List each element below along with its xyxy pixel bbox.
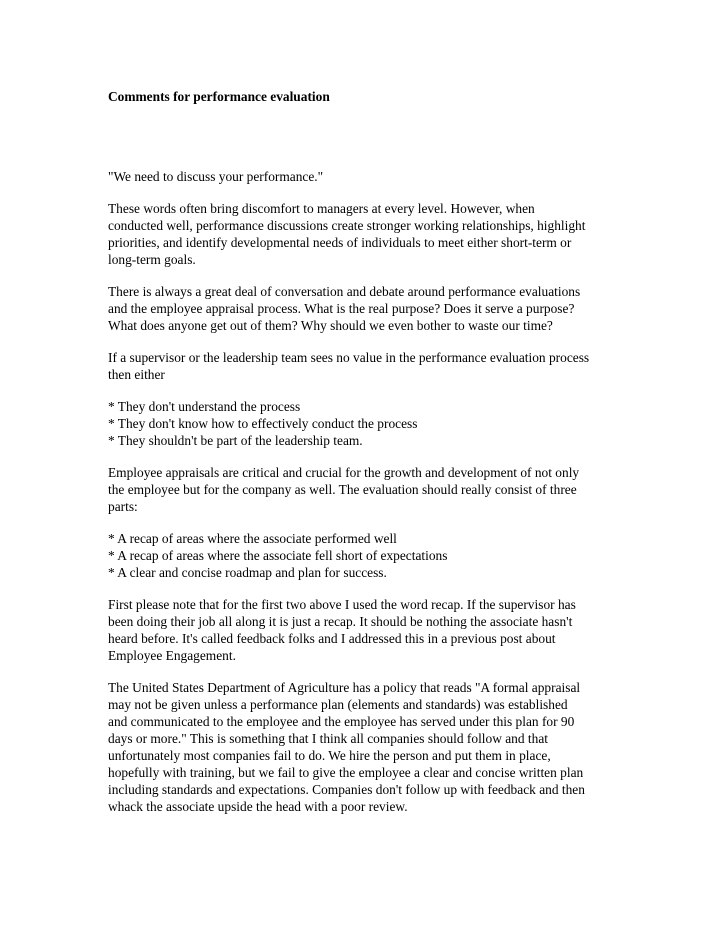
text-line: "We need to discuss your performance." [108,169,324,184]
text-line: There is always a great deal of conversation and debate around performance evaluations [108,284,581,299]
document-body [108,168,668,830]
text-line: may not be given unless a performance plan (elements and standards) was established [108,697,568,712]
list-item: * They don't understand the process [108,399,301,414]
text-line: heard before. It's called feedback folks and I addressed this in a previous post about [108,631,556,646]
paragraph-appraisals [108,464,668,515]
list-item: * A clear and concise roadmap and plan for success. [108,565,387,580]
document-title: Comments for performance evaluation [108,89,330,104]
text-line: days or more." This is something that I think all companies should follow and that [108,731,548,746]
text-line: been doing their job all along it is just a recap. It should be nothing the associate hasn't [108,614,573,629]
text-line: the employee but for the company as well. The evaluation should really consist of three [108,482,577,497]
paragraph-supervisor [108,349,668,383]
text-line: These words often bring discomfort to managers at every level. However, when [108,201,535,216]
text-line: What does anyone get out of them? Why should we even bother to waste our time? [108,318,553,333]
paragraph-intro [108,200,668,268]
text-line: priorities, and identify developmental needs of individuals to meet either short-term or [108,235,572,250]
text-line: conducted well, performance discussions create stronger working relationships, highlight [108,218,586,233]
text-line: Employee Engagement. [108,648,236,663]
paragraph-recap [108,596,668,664]
text-line: First please note that for the first two above I used the word recap. If the supervisor has [108,597,576,612]
text-line: and the employee appraisal process. What is the real purpose? Does it serve a purpose? [108,301,575,316]
text-line: whack the associate upside the head with a poor review. [108,799,408,814]
list-item: * They don't know how to effectively conduct the process [108,416,418,431]
list-item: * A recap of areas where the associate fell short of expectations [108,548,448,563]
paragraph-debate [108,283,668,334]
text-line: parts: [108,499,138,514]
text-line: and communicated to the employee and the employee has served under this plan for 90 [108,714,575,729]
text-line: including standards and expectations. Companies don't follow up with feedback and then [108,782,585,797]
list-evaluation-parts [108,530,668,581]
text-line: unfortunately most companies fail to do. We hire the person and put them in place, [108,748,551,763]
text-line: Employee appraisals are critical and crucial for the growth and development of not only [108,465,580,480]
text-line: The United States Department of Agriculture has a policy that reads "A formal appraisal [108,680,581,695]
list-item: * They shouldn't be part of the leadership team. [108,433,363,448]
text-line: If a supervisor or the leadership team sees no value in the performance evaluation process [108,350,590,365]
text-line: hopefully with training, but we fail to give the employee a clear and concise written plan [108,765,584,780]
paragraph-usda-policy [108,679,668,815]
paragraph-quote [108,168,668,185]
list-item: * A recap of areas where the associate performed well [108,531,397,546]
text-line: then either [108,367,165,382]
text-line: long-term goals. [108,252,196,267]
list-reasons [108,398,668,449]
